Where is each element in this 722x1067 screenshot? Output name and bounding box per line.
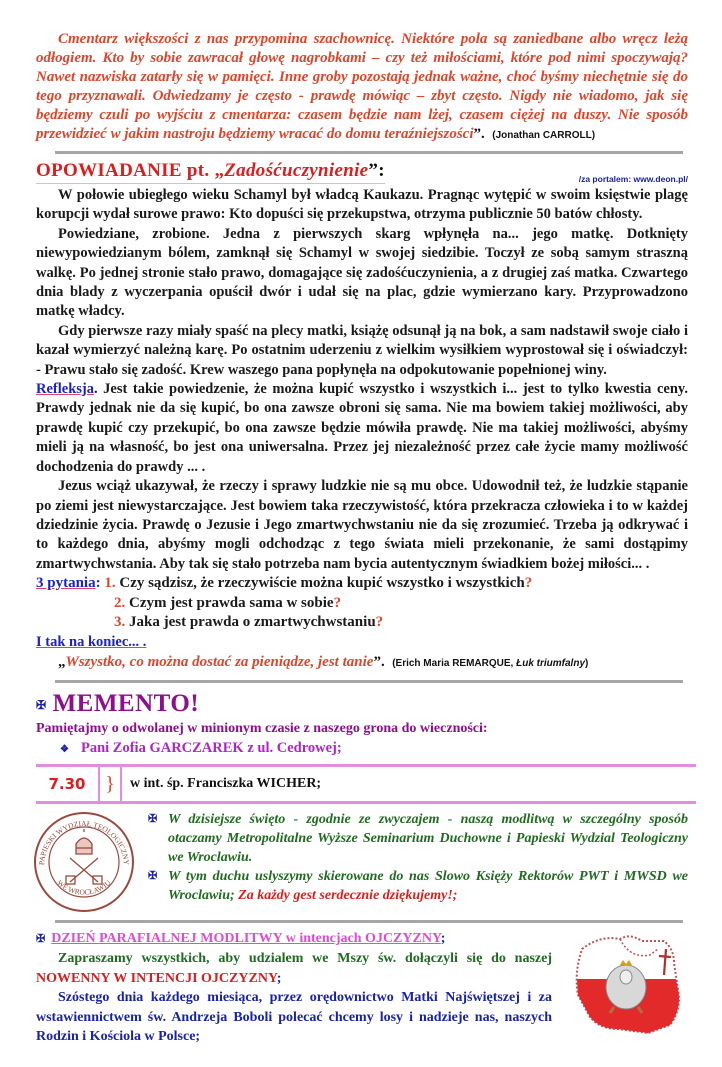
source-link[interactable]: /za portalem: www.deon.pl/ (578, 174, 688, 184)
question-number: 1. (104, 575, 116, 592)
seminary-item (148, 867, 688, 905)
seal-text-top: PAPIESKI WYDZIAŁ TEOLOGICZNY (36, 819, 132, 866)
maltese-cross-icon: ✠ (36, 933, 46, 946)
story-paragraph: W połowie ubiegłego wieku Schamyl był władcą Kaukazu. Pragnąc wytępić w swoim księstwie plagę korupcji wydał surowe prawo: Kto dopuści się przekupstwa, otrzyma publicznie 50 batów chłosty. (36, 187, 688, 223)
diamond-bullet-icon: ❖ (60, 744, 69, 756)
quote-closing: ”. (473, 126, 485, 142)
seminary-item-text: W dzisiejsze święto - zgodnie ze zwyczajem - naszą modlitwą w szczególny sposób otaczamy Metropolitalne Wyższe Seminarium Duchowne i Papieski Wydzial Teologiczny we Wroclawiu. (168, 812, 688, 866)
final-quote-text: Wszystko, co można dostać za pieniądze, jest tanie (65, 654, 374, 671)
maltese-cross-icon: ✠ (148, 870, 158, 883)
papal-tiara-icon (66, 829, 102, 884)
final-quote-open: „ (58, 654, 66, 671)
quote-text: Cmentarz większości z nas przypomina szachownicę. Niektóre pola są zaniedbane albo wręcz leżą odłogiem. Kto by sobie zawracał głowę nagrobkami – czy też miłościami, które pod nimi spoczywają? Nawet nazwiska zatarły się w pamięci. Inne groby pozostają jednak ważne, choć byśmy niechętnie się do tego przyznawali. Odwiedzamy je często - prawdę mówiąc – zbyt często. Nigdy nie wiadomo, jak się będziemy czuli po wyjściu z cmentarza: czasem będzie nam lżej, czasem ciężej na duszy. Nie sposób przewidzieć w jakim nastroju będziemy wracać do domu teraźniejszości (36, 31, 688, 142)
reflection-paragraph (36, 380, 688, 477)
prayer-day-heading-end: ; (440, 931, 446, 947)
maltese-cross-icon: ✠ (148, 813, 158, 826)
novena-text: NOWENNY W INTENCJI OJCZYZNY (36, 970, 277, 986)
invitation-end: ; (276, 970, 282, 986)
quote-author: (Jonathan CARROLL) (492, 130, 596, 141)
question-text: Jaka jest prawda o zmartwychwstaniu (129, 614, 376, 631)
brace-icon: } (100, 767, 122, 801)
story-heading-prefix: OPOWIADANIE pt. „ (36, 160, 225, 181)
final-author-book: Łuk triumfalny (516, 658, 586, 670)
divider (55, 680, 683, 683)
prayer-day-title: DZIEŃ PARAFIALNEJ MODLITWY w intencjach OJCZYZNY (51, 931, 441, 947)
prayer-day-heading (36, 929, 552, 949)
seminary-item-text: W tym duchu uslyszymy skierowane do nas Slowo Księży Rektorów PWT i MWSD we Wroclawiu; (168, 869, 688, 904)
memento-line: Pamiętajmy o odwolanej w minionym czasie z naszego grona do wieczności: (36, 721, 488, 737)
question-text: Czy sądzisz, że rzeczywiście można kupić wszystko i wszystkich (119, 575, 525, 592)
seminary-item (148, 810, 688, 867)
maltese-cross-icon: ✠ (36, 698, 47, 713)
story-heading-row (36, 160, 688, 184)
final-author-name: (Erich Maria REMARQUE, (392, 658, 517, 670)
invitation-text: Zapraszamy wszystkich, aby udzialem we Mszy św. dołączyli się do naszej (58, 951, 552, 967)
question-row (36, 594, 688, 614)
divider (55, 920, 683, 923)
question-mark: ? (375, 614, 384, 631)
poland-rosary-image (570, 929, 688, 1044)
question-row (36, 613, 688, 633)
story-paragraph: Gdy pierwsze razy miały spaść na plecy matki, książę odsunął ją na bok, a sam nadstawił swoje ciało i kazał wymierzyć należną karę. Po ostatnim uderzeniu z wielkim wysiłkiem wyprostował się i oświadczył: - Prawu stało się zadość. Krew waszego pana popłynęła na odpokutowanie popełnionej winy. (36, 322, 688, 378)
questions-block (36, 574, 688, 633)
thanks-text: Za każdy gest serdecznie dziękujemy!; (238, 888, 458, 904)
question-row (36, 574, 688, 594)
story-body (36, 186, 688, 652)
question-number: 3. (114, 614, 126, 631)
questions-colon: : (95, 575, 101, 592)
story-heading-suffix: ”: (368, 160, 385, 181)
memento-title: MEMENTO! (52, 690, 200, 718)
jesus-paragraph: Jezus wciąż ukazywał, że rzeczy i sprawy ludzkie nie są mu obce. Udowodnił też, że ludzkie stąpanie po ziemi jest niewystarczające. Jest bowiem taka rzeczywistość, która przekracza człowieka i to w każdej dziedzinie życia. Prawdę o Jezusie i Jego zmartwychwstaniu nie da się zrozumieć. Trzeba ją odkrywać i to każdego dnia, abyśmy mogli odchodząc z tego świata mieli przekonanie, że sami dostąpimy zmartwychwstania. Aby tak się stało potrzeba nam bycia autentycznym świadkiem bożej miłości... . (36, 478, 688, 572)
seminary-block (148, 810, 688, 905)
svg-text:WE WROCŁAWIU (55, 878, 113, 897)
seminary-seal-logo (32, 810, 136, 914)
prayer-day-text (36, 929, 552, 1047)
ending-row (36, 633, 688, 652)
question-mark: ? (333, 594, 342, 611)
memento-heading (36, 689, 688, 720)
reflection-text: . Jest takie powiedzenie, że można kupić wszystko i wszystkich i... jest to tylko kwestia ceny. Prawdy jednak nie da się kupić, bo ona zawsze obroni się sama. Nie ma bowiem takiej możliwości, aby prawdę kupić czy przekupić, bo ona zawsze będzie mówiła prawdę. Nie ma takiej możliwości, abyśmy mieli ją na własność, bo jest ona uniwersalna. Przez jej niezależność przez całe życie mamy możliwość dochodzenia do prawdy ... . (36, 381, 688, 475)
questions-label: 3 pytania (36, 575, 96, 592)
final-quote-author (392, 658, 588, 669)
prayer-day-description: Szóstego dnia każdego miesiąca, przez orędownictwo Matki Najświętszej i za wstawiennictwem św. Andrzeja Boboli polecać chcemy losy i nadzieje nas, naszych Rodzin i Kościola w Polsce; (36, 990, 552, 1045)
seal-text-bottom: WE WROCŁAWIU (55, 878, 113, 898)
memento-person (36, 738, 688, 760)
story-heading (36, 160, 385, 184)
mass-time: 7.30 (36, 767, 100, 801)
opening-quote (36, 30, 688, 145)
ending-label: I tak na koniec... . (36, 633, 147, 650)
final-quote-close: ”. (373, 654, 385, 671)
story-paragraph: Powiedziane, zrobione. Jedna z pierwszych skarg wpłynęła na... jego matkę. Dotknięty niewypowiedzianym bólem, zamknął się Schamyl w swojej siedzibie. Toczył ze sobą samym straszną walkę. Po jednej stronie stało prawo, domagające się zadośćuczynienia, a z drugiej zaś matka. Czwartego dnia blady z wyczerpania opuścił dwór i udał się na plac, gdzie wymierzano kary. Przyprowadzono matkę władcy. (36, 225, 688, 320)
final-quote (36, 652, 688, 674)
question-number: 2. (114, 594, 126, 611)
prayer-day-row (36, 929, 688, 1047)
mass-intention-row (36, 764, 696, 804)
question-mark: ? (524, 575, 533, 592)
story-title: Zadośćuczynienie (224, 160, 369, 181)
final-author-end: ) (585, 658, 589, 670)
prayer-day-body (36, 949, 552, 1047)
divider (55, 151, 683, 154)
mass-intention: w int. śp. Franciszka WICHER; (130, 776, 322, 792)
prayer-day-invitation (36, 949, 552, 988)
question-text: Czym jest prawda sama w sobie (129, 594, 334, 611)
seminary-row (36, 810, 688, 914)
reflection-label: Refleksja (36, 381, 94, 398)
memento-person-name: Pani Zofia GARCZAREK z ul. Cedrowej; (80, 740, 342, 757)
